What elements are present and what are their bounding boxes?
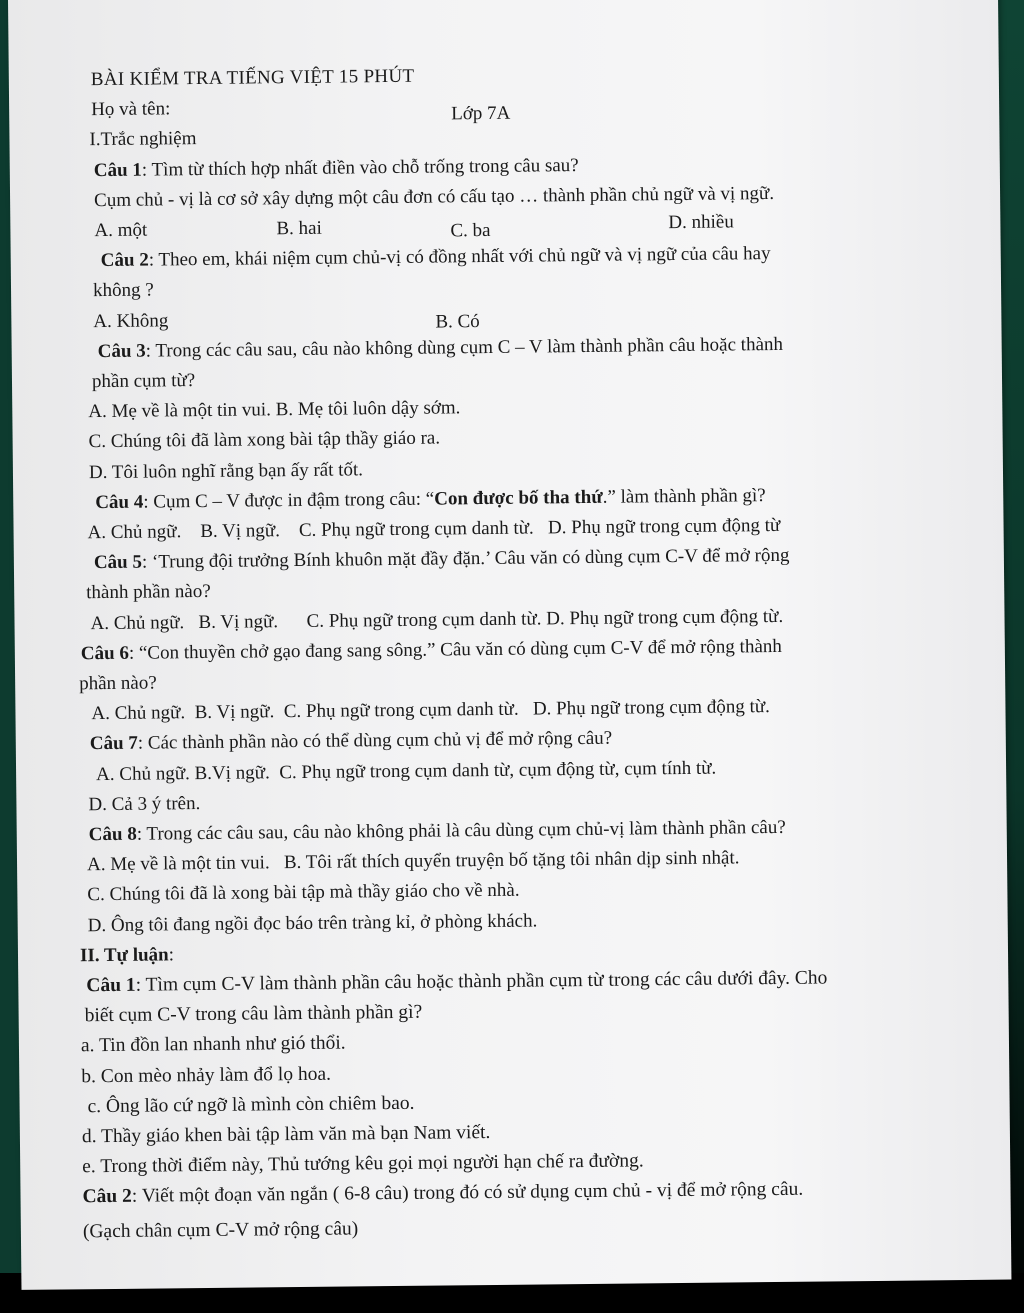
q3-option-c: C. Chúng tôi đã làm xong bài tập thầy giáo ra. xyxy=(88,427,441,453)
q1-option-a: A. một xyxy=(94,219,148,242)
section1-title: I.Trắc nghiệm xyxy=(89,128,197,151)
q8-stem: Câu 8: Trong các câu sau, câu nào không phải là câu dùng cụm chủ-vị làm thành phần câu? xyxy=(88,816,786,846)
e1-number: Câu 1 xyxy=(86,974,136,997)
e1-item-e: e. Trong thời điểm này, Thủ tướng kêu gọi mọi người hạn chế ra đường. xyxy=(82,1150,644,1178)
exam-paper xyxy=(8,0,1011,1290)
e2-number: Câu 2 xyxy=(82,1186,132,1208)
q4-bold-phrase: Con được bố tha thứ xyxy=(434,486,603,510)
q4-stem: Câu 4: Cụm C – V được in đậm trong câu: “Con được bố tha thứ.” làm thành phần gì? xyxy=(95,484,766,513)
q5-options: A. Chủ ngữ. B. Vị ngữ. C. Phụ ngữ trong cụm danh từ. D. Phụ ngữ trong cụm động từ. xyxy=(90,605,784,634)
q6-stem: Câu 6: “Con thuyền chở gạo đang sang sông.” Câu văn có dùng cụm C-V để mở rộng thành xyxy=(80,635,782,665)
q1-option-d: D. nhiều xyxy=(668,211,734,234)
q7-stem: Câu 7: Các thành phần nào có thể dùng cụm chủ vị để mở rộng câu? xyxy=(89,728,613,755)
q1-sentence: Cụm chủ - vị là cơ sở xây dựng một câu đơn có cấu tạo … thành phần chủ ngữ và vị ngữ. xyxy=(93,182,775,211)
q3-option-ab: A. Mẹ về là một tin vui. B. Mẹ tôi luôn dậy sớm. xyxy=(88,397,461,423)
q1-number: Câu 1 xyxy=(93,159,142,181)
e2-stem: Câu 2: Viết một đoạn văn ngắn ( 6-8 câu) trong đó có sử dụng cụm chủ - vị để mở rộng câu. xyxy=(82,1179,804,1208)
q5-number: Câu 5 xyxy=(93,551,143,574)
e1-item-c: c. Ông lão cứ ngỡ là mình còn chiêm bao. xyxy=(87,1092,415,1118)
e1-stem-cont: biết cụm C-V trong câu làm thành phần gì? xyxy=(84,1001,423,1027)
name-label: Họ và tên: xyxy=(91,98,171,121)
q5-stem: Câu 5: ‘Trung đội trưởng Bính khuôn mặt đầy đặn.’ Câu văn có dùng cụm C-V để mở rộng xyxy=(93,545,790,574)
q1-option-b: B. hai xyxy=(276,217,322,240)
e1-item-d: d. Thầy giáo khen bài tập làm văn mà bạn Nam viết. xyxy=(81,1122,491,1148)
q8-option-c: C. Chúng tôi đã là xong bài tập mà thầy giáo cho về nhà. xyxy=(87,880,520,906)
exam-content xyxy=(71,56,943,1247)
q8-option-d: D. Ông tôi đang ngồi đọc báo trên tràng kỉ, ở phòng khách. xyxy=(87,910,538,936)
q2-number: Câu 2 xyxy=(100,249,149,272)
class-label: Lớp 7A xyxy=(451,102,511,125)
q1-option-c: C. ba xyxy=(450,219,491,242)
e1-item-b: b. Con mèo nhảy làm đổ lọ hoa. xyxy=(81,1063,332,1087)
q3-stem: Câu 3: Trong các câu sau, câu nào không dùng cụm C – V làm thành phần câu hoặc thành xyxy=(97,333,784,362)
q4-number: Câu 4 xyxy=(95,491,144,513)
q2-option-a: A. Không xyxy=(93,309,169,332)
q7-option-d: D. Cả 3 ý trên. xyxy=(88,792,201,816)
q2-option-b: B. Có xyxy=(435,310,480,333)
q8-option-ab: A. Mẹ về là một tin vui. B. Tôi rất thích quyển truyện bố tặng tôi nhân dịp sinh nhật. xyxy=(86,847,740,876)
q3-option-d: D. Tôi luôn nghĩ rằng bạn ấy rất tốt. xyxy=(88,458,364,483)
q6-number: Câu 6 xyxy=(80,642,130,665)
e1-stem: Câu 1: Tìm cụm C-V làm thành phần câu hoặc thành phần cụm từ trong các câu dưới đây. Cho xyxy=(86,967,828,997)
q2-stem-cont: không ? xyxy=(92,279,154,302)
section2-title: II. Tự luận: xyxy=(79,944,175,967)
q7-options: A. Chủ ngữ. B.Vị ngữ. C. Phụ ngữ trong cụm danh từ, cụm động từ, cụm tính từ. xyxy=(96,757,717,785)
q5-stem-cont: thành phần nào? xyxy=(86,581,211,604)
q7-number: Câu 7 xyxy=(89,733,138,755)
q3-number: Câu 3 xyxy=(97,340,146,362)
q1-stem: Câu 1: Tìm từ thích hợp nhất điền vào chỗ trống trong câu sau? xyxy=(93,154,579,181)
q3-stem-cont: phần cụm từ? xyxy=(91,370,196,393)
q4-options: A. Chủ ngữ. B. Vị ngữ. C. Phụ ngữ trong cụm danh từ. D. Phụ ngữ trong cụm động từ xyxy=(87,514,781,544)
e2-note: (Gạch chân cụm C-V mở rộng câu) xyxy=(82,1218,359,1242)
q8-number: Câu 8 xyxy=(88,823,137,846)
exam-title: BÀI KIỂM TRA TIẾNG VIỆT 15 PHÚT xyxy=(90,65,415,91)
q6-options: A. Chủ ngữ. B. Vị ngữ. C. Phụ ngữ trong cụm danh từ. D. Phụ ngữ trong cụm động từ. xyxy=(91,696,770,725)
q6-stem-cont: phần nào? xyxy=(79,672,157,695)
e1-item-a: a. Tin đồn lan nhanh như gió thổi. xyxy=(80,1032,346,1057)
q2-stem: Câu 2: Theo em, khái niệm cụm chủ-vị có đồng nhất với chủ ngữ và vị ngữ của câu hay xyxy=(100,243,771,272)
